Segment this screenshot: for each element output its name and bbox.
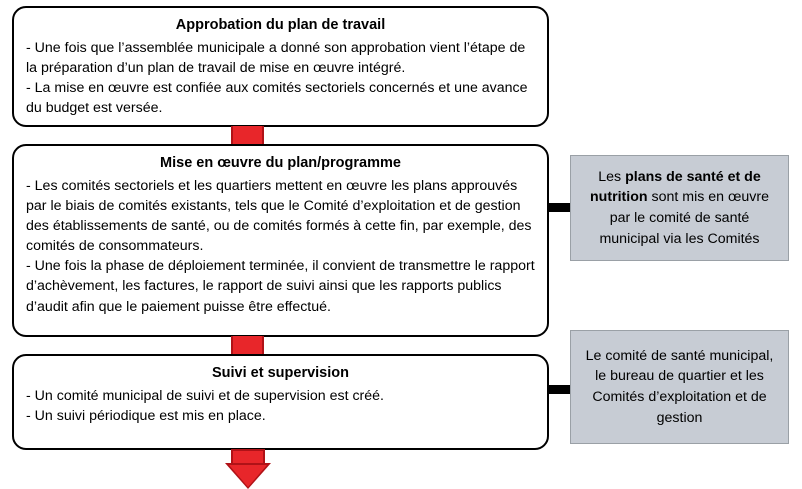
process-box-line: - Un suivi périodique est mis en place. bbox=[26, 407, 266, 424]
process-box-line: - Un comité municipal de suivi et de supervision est créé. bbox=[26, 387, 384, 404]
process-box-title: Suivi et supervision bbox=[212, 365, 349, 381]
process-box-line: - Une fois que l’assemblée municipale a donné son approbation vient l’étape de la préparation d’un plan de travail de mise en œuvre intégré. bbox=[26, 39, 526, 76]
process-box-body bbox=[26, 176, 535, 317]
side-note-plans-sante bbox=[570, 155, 789, 261]
process-box-body bbox=[26, 38, 535, 119]
flow-arrow-down bbox=[206, 449, 290, 489]
connector-bar-1 bbox=[548, 203, 572, 212]
side-note-text-1: Les plans de santé et de nutrition sont mis en œuvre par le comité de santé municipal via les Comités bbox=[590, 168, 769, 247]
process-box-suivi-supervision bbox=[12, 354, 549, 450]
side-note-comite-sante bbox=[570, 330, 789, 444]
process-box-line: - Les comités sectoriels et les quartiers mettent en œuvre les plans approuvés par le biais de comités existants, tels que le Comité d’exploitation et de gestion des établissements de santé, ou de comités formés à cette fin, par exemple, des comités de consommateurs. bbox=[26, 177, 532, 255]
process-box-body bbox=[26, 386, 535, 426]
process-box-line: - Une fois la phase de déploiement terminée, il convient de transmettre le rapport d’achèvement, les factures, le rapport de suivi ainsi que les rapports publics d’audit afin que le paiement puisse être effectué. bbox=[26, 258, 535, 315]
process-box-mise-en-oeuvre bbox=[12, 144, 549, 337]
process-box-line: - La mise en œuvre est confiée aux comités sectoriels concernés et une avance du budget est versée. bbox=[26, 79, 528, 117]
side-note-text-2: Le comité de santé municipal, le bureau de quartier et les Comités d’exploitation et de gestion bbox=[585, 347, 774, 426]
connector-bar-2 bbox=[548, 385, 572, 394]
arrow-head-fill bbox=[229, 465, 267, 487]
process-box-title: Mise en œuvre du plan/programme bbox=[160, 155, 401, 171]
connector-arrow-red-2 bbox=[231, 336, 264, 355]
process-box-approbation bbox=[12, 6, 549, 127]
connector-arrow-red-1 bbox=[231, 126, 264, 145]
process-box-title: Approbation du plan de travail bbox=[175, 17, 386, 33]
